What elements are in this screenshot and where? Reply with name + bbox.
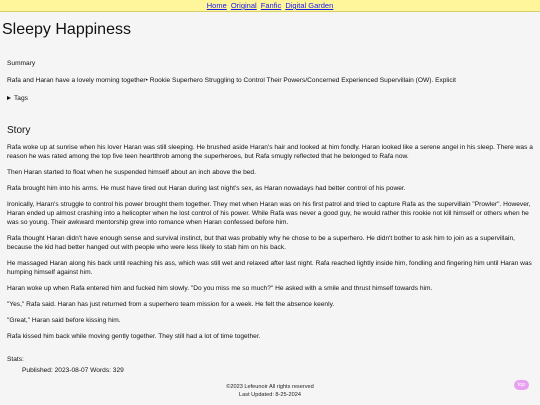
footer <box>0 379 540 405</box>
story-paragraph: "Great," Haran said before kissing him. <box>7 317 121 324</box>
story-paragraph: Rafa brought him into his arms. He must have tired out Haran during last night's sex, as Haran nowadays had better control of his power. <box>7 185 406 192</box>
story-paragraph: He massaged Haran along his back until reaching his ass, which was still wet and relaxed after last night. Rafa reached lightly inside him, fondling and fingering him until Haran was humping himself against him. <box>7 260 532 276</box>
story-heading: Story <box>7 125 31 136</box>
disclosure-triangle-icon <box>7 96 11 100</box>
page-title: Sleepy Happiness <box>2 21 131 38</box>
summary-label: Summary <box>7 60 36 67</box>
nav-original-link[interactable]: Original <box>230 1 257 10</box>
copyright-text: ©2023 Lefeunoir All rights reserved <box>226 384 314 390</box>
story-paragraph: Ironically, Haran's struggle to control his power brought them together. They met when Haran was on his first patrol and tried to capture Rafa as the supervillain "Prowler". However, Haran ended up almost crashing into a helicopter when he lost control of his power. While Rafa was never a good guy, he would rather this rookie not kill himself or others when he was so young. Their awkward mentorship grew into romance when Haran confessed before him. <box>7 201 531 226</box>
main-content <box>0 12 540 379</box>
stats-label: Stats: <box>7 356 24 363</box>
nav-digital-garden-link[interactable]: Digital Garden <box>285 1 334 10</box>
tags-label: Tags <box>14 95 28 102</box>
tags-toggle[interactable] <box>7 94 533 103</box>
story-paragraph: Then Haran started to float when he suspended himself about an inch above the bed. <box>7 169 256 176</box>
last-updated-text: Last Updated: 8-25-2024 <box>239 391 301 398</box>
story-paragraph: "Yes," Rafa said. Haran has just returned from a superhero team mission for a week. He felt the absence keenly. <box>7 301 335 308</box>
top-nav <box>0 0 540 12</box>
story-paragraph: Rafa kissed him back while moving gently together. They still had a lot of time together. <box>7 333 261 340</box>
story-paragraph: Haran woke up when Rafa entered him and fucked him slowly. "Do you miss me so much?" He asked with a smile and thrust himself towards him. <box>7 285 433 292</box>
back-to-top-button[interactable]: top <box>514 380 529 390</box>
stats-line: Published: 2023-08-07 Words: 329 <box>22 367 124 374</box>
story-body <box>7 143 533 341</box>
story-paragraph: Rafa thought Haran didn't have enough sense and survival instinct, but that was probably why he chose to be a superhero. He didn't bother to ask him to join as a supervillain, because the kid had better hanged out with people who were less likely to stab him on his back. <box>7 235 515 251</box>
summary-text: Rafa and Haran have a lovely morning together• Rookie Superhero Struggling to Control Their Powers/Concerned Experienced Supervillain (OW). Explicit <box>7 77 456 84</box>
nav-home-link[interactable]: Home <box>206 1 227 10</box>
story-paragraph: Rafa woke up at sunrise when his lover Haran was still sleeping. He brushed aside Haran's hair and looked at him fondly. Haran looked like a serene angel in his sleep. There was a reason he was rated among the top five teen heartthrob among the superheroes, but Rafa smugly reflected that he belonged to Rafa now. <box>7 144 533 160</box>
nav-fanfic-link[interactable]: Fanfic <box>260 1 282 10</box>
